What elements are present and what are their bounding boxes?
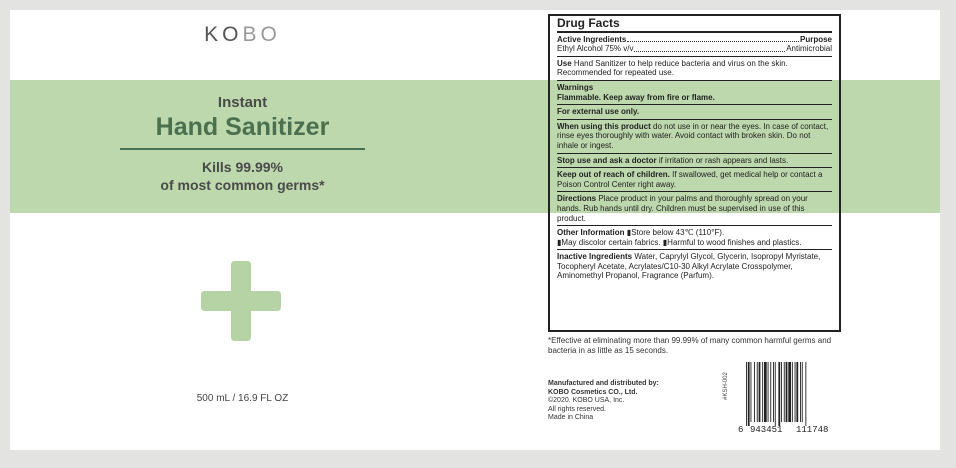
directions-label: Directions [557,194,597,204]
brand-logo [10,23,475,47]
leader-dots [634,51,785,52]
active-ingredients-section [557,33,832,57]
purpose-label: Purpose [799,34,832,44]
other-information-text-2: ▮May discolor certain fabrics. ▮Harmful to wood finishes and plastics. [557,237,802,247]
external-use-text: For external use only. [557,107,640,117]
use-label: Use [557,58,572,68]
inactive-ingredients-text: Water, Caprylyl Glycol, Glycerin, Isopropyl Myristate, Tocopheryl Acetate, Acrylates/C10-30 Alkyl Acrylate Crosspolymer, Aminomethyl Propanol, Fragrance (Parfum). [557,252,821,281]
footnote: *Effective at eliminating more than 99.99% of many common harmful germs and bacteria in as little as 15 seconds. [548,336,832,355]
claim-line-1: Kills 99.99% [202,159,283,175]
when-using-label: When using this product [557,121,651,131]
external-use-section [557,105,832,120]
stop-use-label: Stop use and ask a doctor [557,155,657,165]
volume-text: 500 mL / 16.9 FL OZ [196,393,289,404]
use-section [557,57,832,81]
other-information-section [557,226,832,250]
inactive-ingredients-label: Inactive Ingredients [557,252,633,262]
active-ingredients-label: Active Ingredients [557,34,627,44]
front-panel-text [120,94,365,194]
warnings-section [557,81,832,105]
manufacturer-line-5: Made in China [548,414,594,421]
product-pretitle: Instant [217,94,268,111]
directions-text: Place product in your palms and thoroughly spread on your hands. Rub hands until dry. Children must be supervised in use of this product. [557,194,808,223]
product-title: Hand Sanitizer [120,113,365,150]
barcode-group-1: 943451 [750,425,783,434]
barcode-bars [746,362,806,426]
brand-text-dark: KO [204,23,243,46]
inactive-ingredients-section [557,250,832,283]
active-ingredient-value: Ethyl Alcohol 75% v/v [557,44,634,54]
manufacturer-line-4: All rights reserved. [548,405,606,413]
cross-icon [201,261,281,341]
purpose-value: Antimicrobial [786,44,832,54]
keep-out-section [557,168,832,192]
other-information-text-1: ▮Store below 43℃ (110°F). [626,228,725,238]
directions-section [557,192,832,226]
stop-use-section [557,154,832,169]
warnings-label: Warnings [557,82,594,92]
leader-dots [627,41,799,42]
barcode [738,362,848,434]
manufacturer-line-1: Manufactured and distributed by: [548,380,659,387]
claim-line-2: of most common germs* [160,177,325,193]
barcode-first-digit: 6 [738,425,744,434]
lot-code-text: #KSH-002 [722,372,729,400]
barcode-group-2: 111748 [796,425,829,434]
manufacturer-info [548,380,728,423]
lot-code [722,367,738,407]
manufacturer-line-2: KOBO Cosmetics CO., Ltd. [548,388,638,396]
claim-text [120,158,365,194]
use-text: Hand Sanitizer to help reduce bacteria and virus on the skin. Recommended for repeated use. [557,58,788,78]
drug-facts-panel [548,14,841,332]
drug-facts-title: Drug Facts [557,18,832,33]
stop-use-text: if irritation or rash appears and lasts. [658,155,789,165]
when-using-text: do not use in or near the eyes. In case of contact, rinse eyes thoroughly with water. Avoid contact with broken skin. Do not inhale or ingest. [557,121,829,150]
when-using-section [557,120,832,154]
brand-text-light: BO [242,23,281,46]
warnings-text: Flammable. Keep away from fire or flame. [557,92,715,102]
keep-out-text: If swallowed, get medical help or contact a Poison Control Center right away. [557,170,823,189]
other-information-label: Other Information [557,228,625,238]
manufacturer-line-3: ©2020. KOBO USA, Inc. [548,397,625,404]
keep-out-label: Keep out of reach of children. [557,170,670,180]
